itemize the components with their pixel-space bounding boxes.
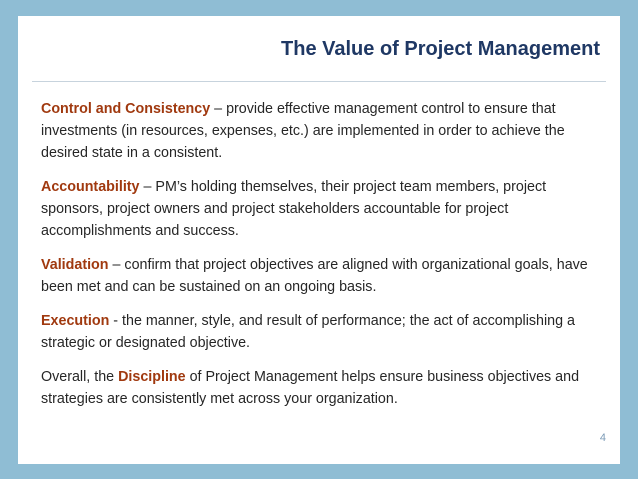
- slide-content: [41, 98, 601, 422]
- page-number: 4: [599, 432, 606, 444]
- term-label: Accountability: [41, 179, 140, 195]
- paragraph-validation: [41, 254, 601, 298]
- paragraph-overall: [41, 366, 601, 410]
- term-label: Validation: [41, 257, 109, 273]
- slide-title: The Value of Project Management: [281, 38, 600, 60]
- paragraph-text-suffix: of Project Management helps ensure business objectives and strategies are consistently met across your organization.: [41, 369, 580, 407]
- paragraph-control-consistency: [41, 98, 601, 164]
- term-label: Execution: [41, 313, 110, 329]
- paragraph-text: – confirm that project objectives are aligned with organizational goals, have been met and can be sustained on an ongoing basis.: [41, 257, 588, 295]
- paragraph-execution: [41, 310, 601, 354]
- paragraph-text: – PM’s holding themselves, their project team members, project sponsors, project owners and project stakeholders accountable for project accomplishments and success.: [41, 179, 547, 239]
- title-divider: [32, 81, 606, 82]
- paragraph-accountability: [41, 176, 601, 242]
- paragraph-text: - the manner, style, and result of performance; the act of accomplishing a strategic or designated objective.: [41, 313, 576, 351]
- term-label: Control and Consistency: [41, 101, 211, 117]
- term-label: Discipline: [118, 369, 186, 385]
- paragraph-text-prefix: Overall, the: [41, 369, 119, 385]
- paragraph-text: – provide effective management control to ensure that investments (in resources, expenses, etc.) are implemented in order to achieve the desired state in a consistent.: [41, 101, 565, 161]
- slide: [18, 16, 620, 464]
